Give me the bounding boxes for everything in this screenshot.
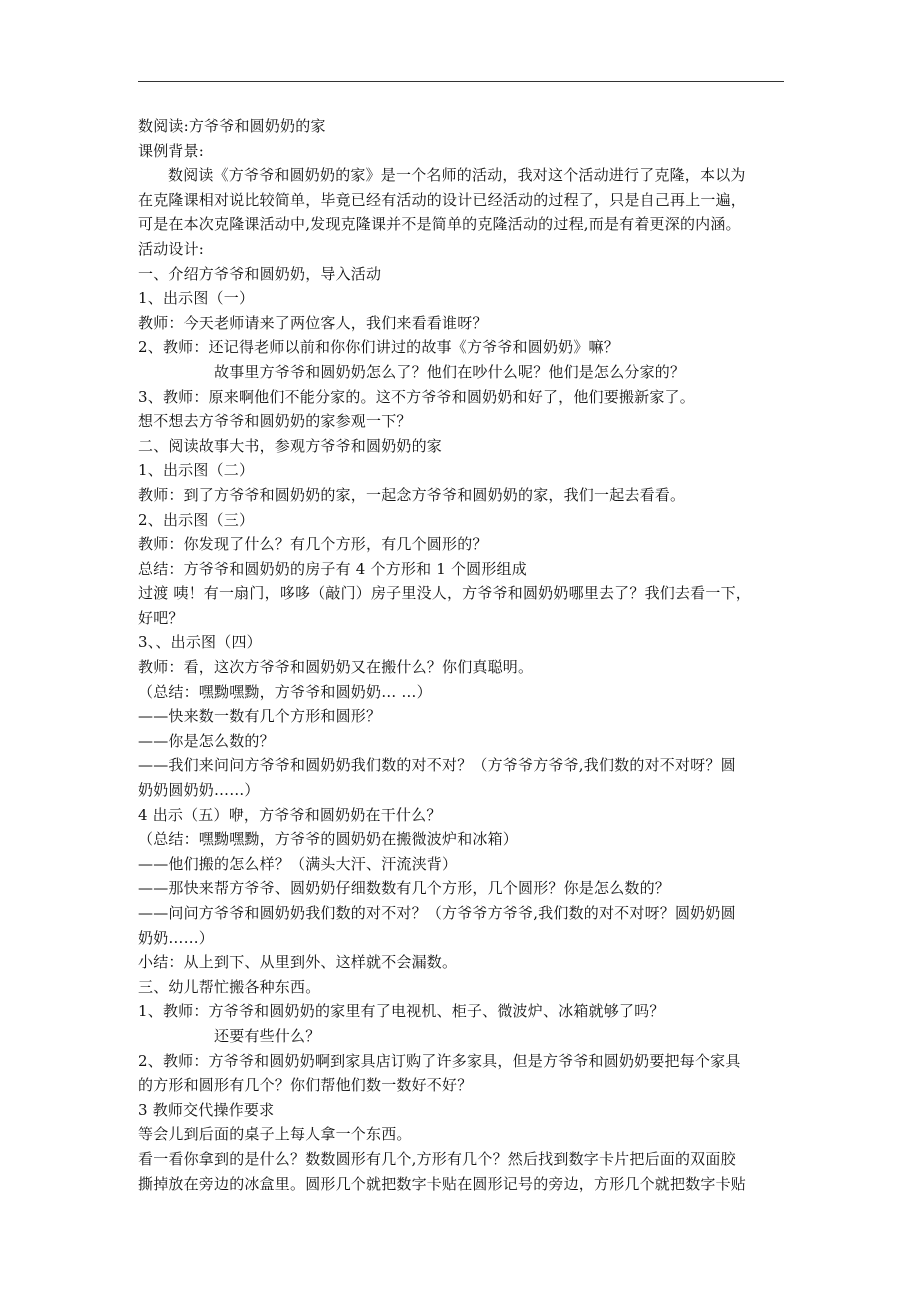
step-line: 1、出示图（二）	[138, 461, 255, 480]
teacher-line: 教师：你发现了什么？有几个方形，有几个圆形的？	[138, 535, 488, 554]
step-line: 4 出示（五）咿，方爷爷和圆奶奶在干什么？	[138, 805, 442, 824]
summary-line: （总结：嘿黝嘿黝，方爷爷和圆奶奶… …）	[138, 682, 432, 701]
section-heading-2: 二、阅读故事大书，参观方爷爷和圆奶奶的家	[138, 436, 443, 455]
dialogue-line: ——你是怎么数的？	[138, 731, 275, 750]
step-line: 2、出示图（三）	[138, 510, 255, 529]
brief-summary-line: 小结：从上到下、从里到外、这样就不会漏数。	[138, 953, 458, 972]
step-line: 3 教师交代操作要求	[138, 1100, 275, 1119]
background-heading: 课例背景:	[138, 141, 205, 160]
background-paragraph-line: 在克隆课相对说比较简单，毕竟已经有活动的设计已经活动的过程了，只是自己再上一遍，	[138, 190, 747, 209]
teacher-line: 教师：今天老师请来了两位客人，我们来看看谁呀？	[138, 313, 488, 332]
dialogue-line: ——那快来帮方爷爷、圆奶奶仔细数数有几个方形，几个圆形？你是怎么数的？	[138, 879, 671, 898]
header-rule	[138, 81, 784, 82]
step-line: 2、教师：方爷爷和圆奶奶啊到家具店订购了许多家具，但是方爷爷和圆奶奶要把每个家具	[138, 1051, 741, 1070]
background-paragraph-line: 可是在本次克隆课活动中,发现克隆课并不是简单的克隆活动的过程,而是有着更深的内涵。	[138, 215, 741, 234]
dialogue-line: ——问问方爷爷和圆奶奶我们数的对不对？（方爷爷方爷爷,我们数的对不对呀？圆奶奶圆	[138, 904, 736, 922]
teacher-line: 教师：看，这次方爷爷和圆奶奶又在搬什么？你们真聪明。	[138, 658, 534, 677]
step-sub-line: 故事里方爷爷和圆奶奶怎么了？他们在吵什么呢？他们是怎么分家的？	[214, 362, 686, 381]
step-line: 1、出示图（一）	[138, 289, 255, 308]
summary-line: （总结：嘿黝嘿黝，方爷爷的圆奶奶在搬微波炉和冰箱）	[138, 830, 519, 849]
instruction-line: 撕掉放在旁边的冰盒里。圆形几个就把数字卡贴在圆形记号的旁边，方形几个就把数字卡贴	[138, 1174, 747, 1193]
question-line: 想不想去方爷爷和圆奶奶的家参观一下？	[138, 412, 412, 431]
step-line: 3、、出示图（四）	[138, 633, 262, 652]
dialogue-line: ——快来数一数有几个方形和圆形？	[138, 707, 382, 726]
document-body	[138, 114, 788, 1196]
dialogue-line: 奶奶……）	[138, 928, 215, 947]
step-line: 1、教师：方爷爷和圆奶奶的家里有了电视机、柜子、微波炉、冰箱就够了吗？	[138, 1002, 665, 1021]
dialogue-line: ——他们搬的怎么样？（满头大汗、汗流浃背）	[138, 854, 458, 873]
instruction-line: 等会儿到后面的桌子上每人拿一个东西。	[138, 1125, 412, 1144]
dialogue-line: ——我们来问问方爷爷和圆奶奶我们数的对不对？（方爷爷方爷爷,我们数的对不对呀？圆	[138, 756, 736, 775]
transition-line: 过渡 咦！有一扇门，哆哆（敲门）房子里没人，方爷爷和圆奶奶哪里去了？我们去看一下，	[138, 584, 751, 603]
step-sub-line: 还要有些什么？	[214, 1026, 321, 1045]
background-paragraph-line: 数阅读《方爷爷和圆奶奶的家》是一个名师的活动，我对这个活动进行了克隆，本以为	[168, 166, 746, 185]
summary-line: 总结：方爷爷和圆奶奶的房子有 4 个方形和 1 个圆形组成	[138, 559, 527, 578]
section-heading-3: 三、幼儿帮忙搬各种东西。	[138, 977, 321, 996]
step-line: 的方形和圆形有几个？你们帮他们数一数好不好？	[138, 1076, 473, 1095]
dialogue-line: 奶奶圆奶奶……）	[138, 781, 260, 800]
design-heading: 活动设计:	[138, 239, 205, 258]
document-title: 数阅读:方爷爷和圆奶奶的家	[138, 117, 326, 135]
instruction-line: 看一看你拿到的是什么？数数圆形有几个,方形有几个？然后找到数字卡片把后面的双面胶	[138, 1149, 736, 1168]
teacher-line: 教师：到了方爷爷和圆奶奶的家，一起念方爷爷和圆奶奶的家，我们一起去看看。	[138, 485, 686, 504]
step-line: 2、教师：还记得老师以前和你你们讲过的故事《方爷爷和圆奶奶》嘛？	[138, 338, 619, 357]
section-heading-1: 一、介绍方爷爷和圆奶奶，导入活动	[138, 264, 382, 283]
transition-line: 好吧？	[138, 608, 184, 627]
step-line: 3、教师：原来啊他们不能分家的。这不方爷爷和圆奶奶和好了，他们要搬新家了。	[138, 387, 695, 406]
